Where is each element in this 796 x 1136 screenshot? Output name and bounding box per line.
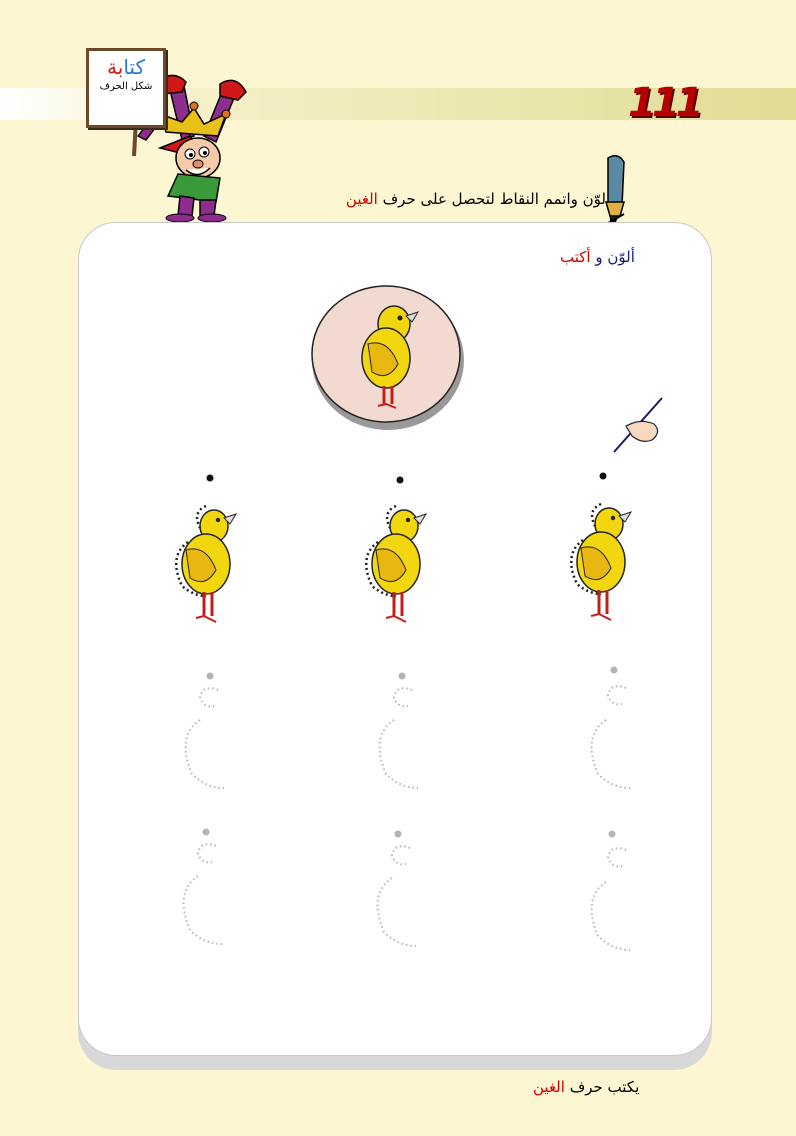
letter-trace	[170, 824, 240, 954]
letter-trace	[364, 824, 434, 954]
sub-instruction: ألوّن و أكتب	[560, 248, 635, 266]
bird-trace-2	[350, 468, 440, 634]
letter-trace	[576, 662, 646, 798]
letter-trace	[576, 826, 646, 956]
letter-trace	[172, 668, 242, 798]
bird-trace-3	[555, 466, 645, 632]
instruction: لوّن واتمم النقاط لتحصل على حرف الغين	[345, 190, 606, 208]
bird-reference-circle	[310, 284, 470, 434]
sign-title: كتابة	[107, 55, 145, 79]
bird-trace-1	[160, 468, 250, 634]
footer-caption: يكتب حرف الغين	[533, 1078, 640, 1096]
lesson-sign	[86, 48, 166, 128]
writing-hand-icon	[608, 396, 668, 456]
page-number: 111	[628, 80, 700, 126]
letter-trace	[366, 668, 436, 798]
sign-subtitle: شكل الحرف	[99, 81, 153, 92]
